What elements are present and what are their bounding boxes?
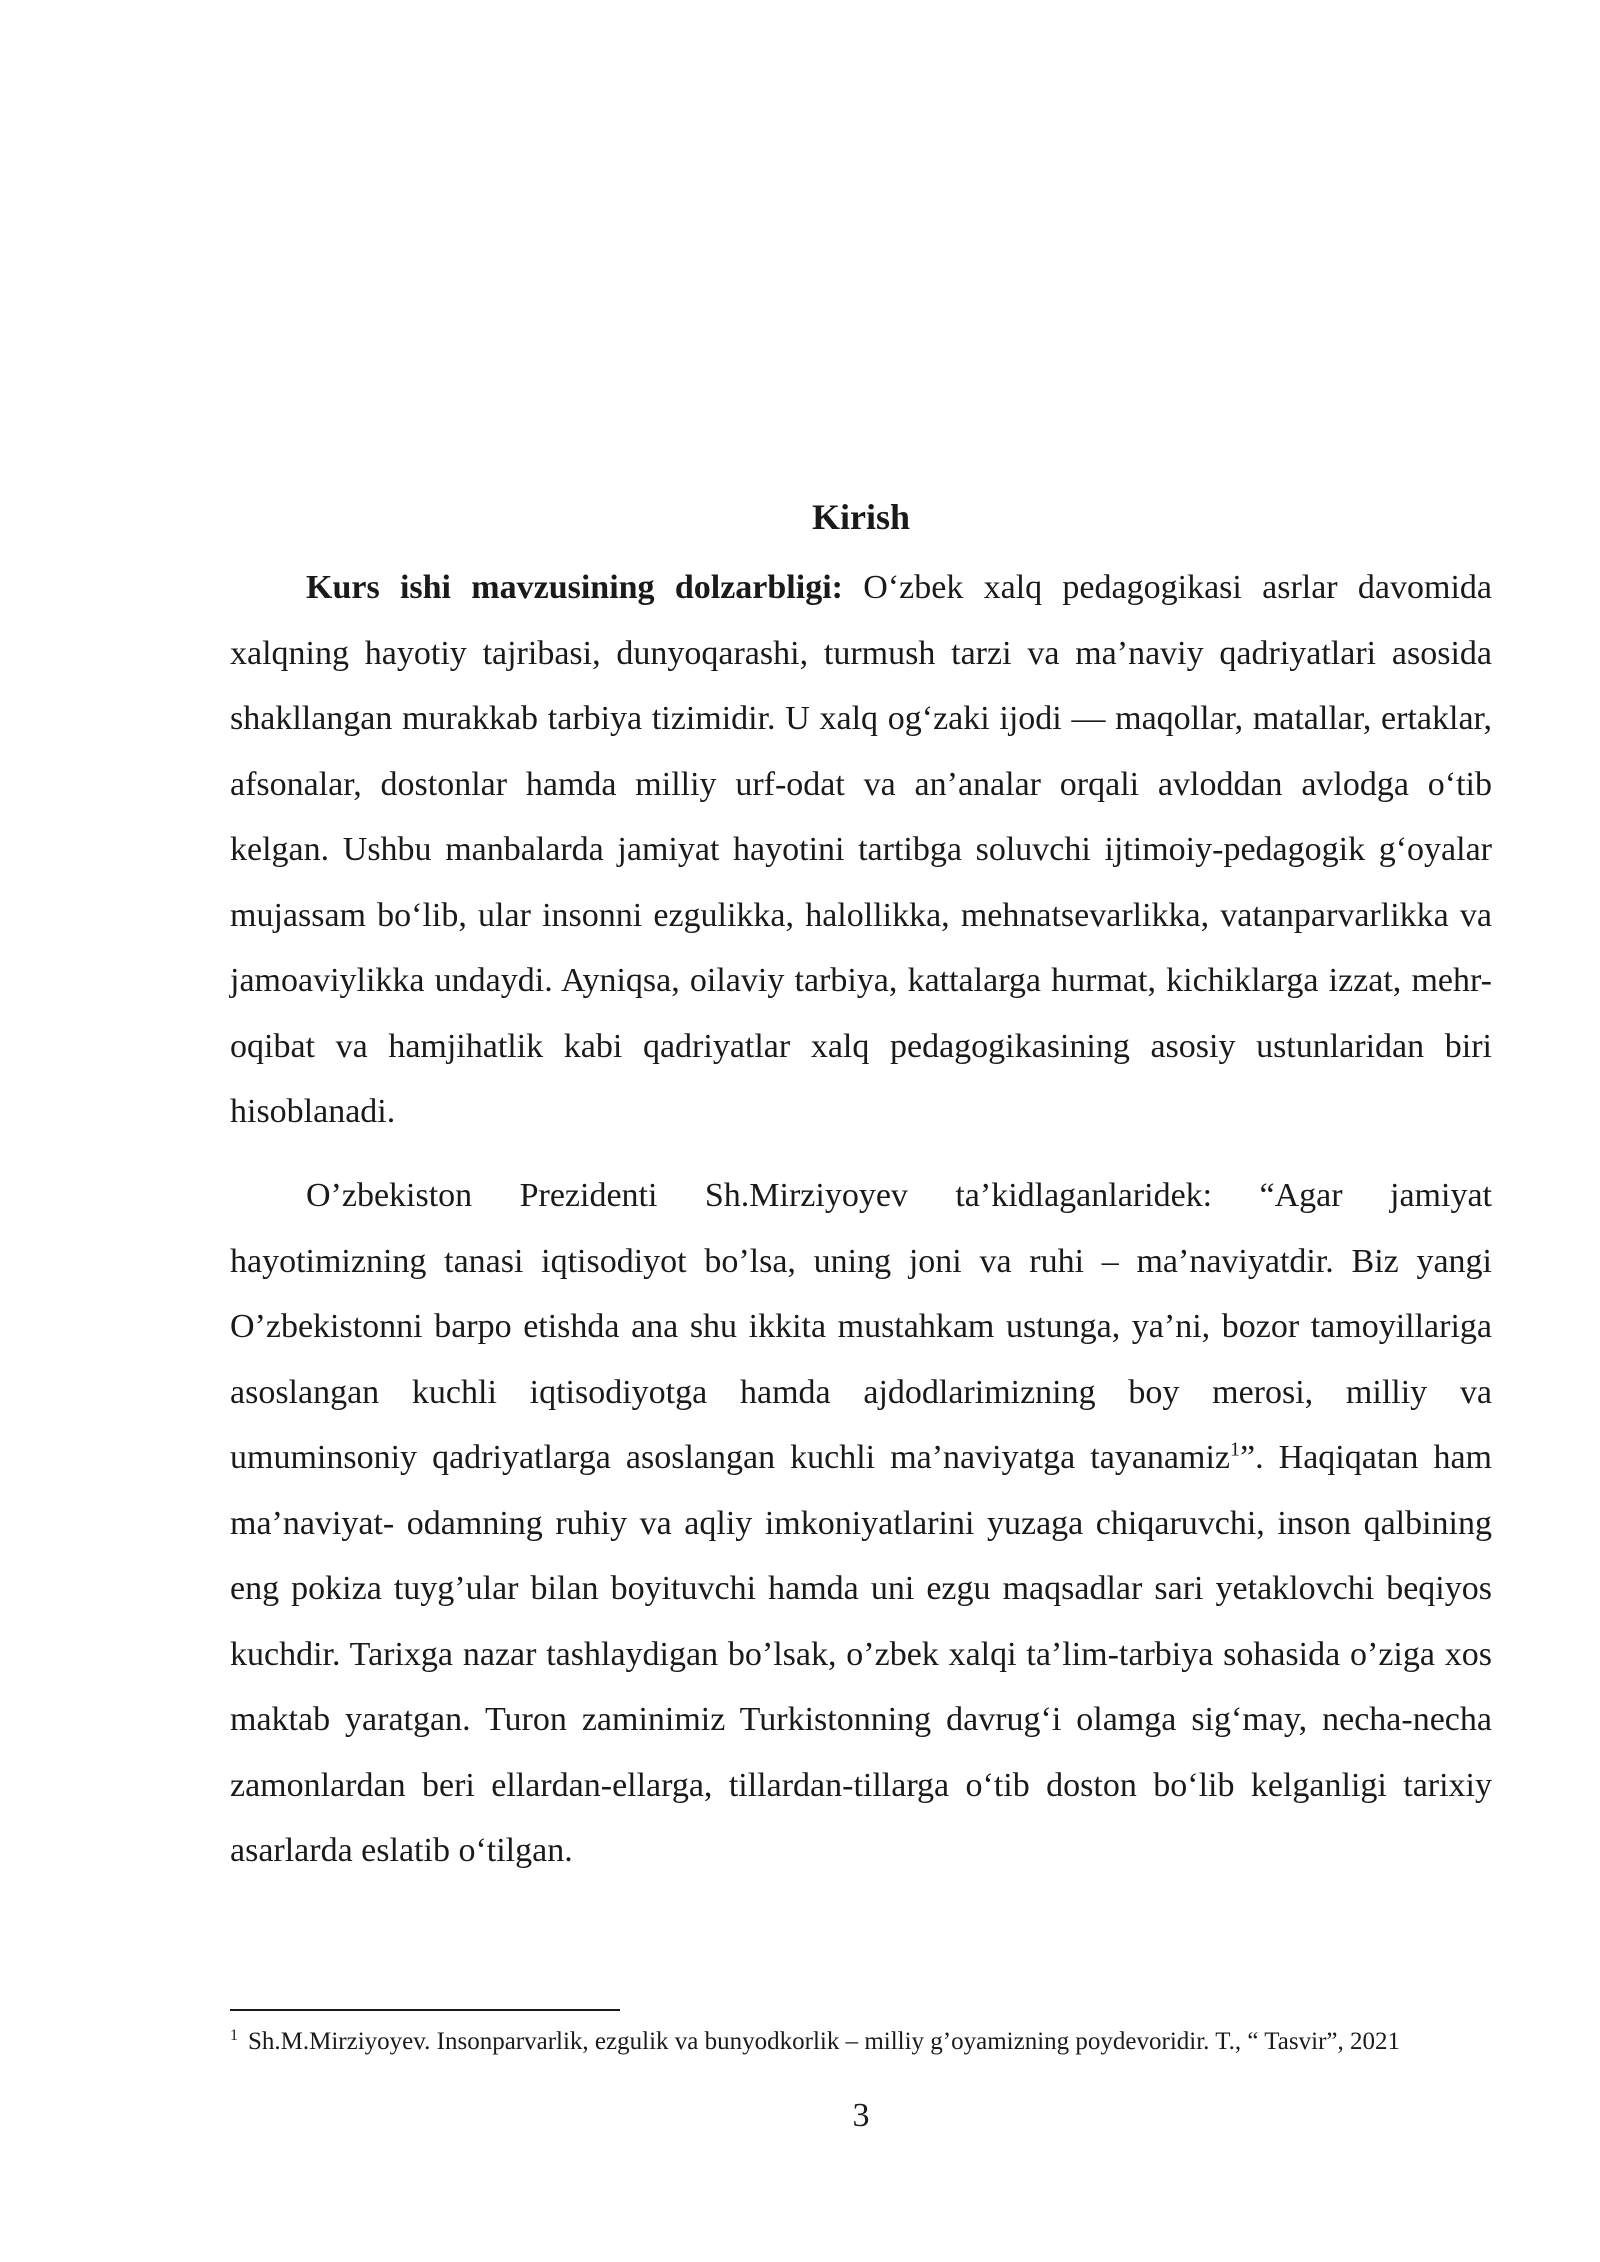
paragraph-lead: Kurs ishi mavzusining dolzarbligi: xyxy=(306,569,843,606)
footnote-reference[interactable]: 1 xyxy=(1230,1438,1240,1461)
section-heading: Kirish xyxy=(811,497,910,537)
paragraph-text: O‘zbek xalq pedagogikasi asrlar davomida xalqning hayotiy tajribasi, dunyoqarashi, turmush tarzi va ma’naviy qadriyatlari asosida shakllangan murakkab tarbiya tizimidir. U xalq og‘zaki ijodi — maqollar, matallar, ertaklar, afsonalar, dostonlar hamda milliy urf-odat va an’analar orqali avloddan avlodga o‘tib kelgan. Ushbu manbalarda jamiyat hayotini tartibga soluvchi ijtimoiy-pedagogik g‘oyalar mujassam bo‘lib, ular insonni ezgulikka, halollikka, mehnatsevarlikka, vatanparvarlikka va jamoaviylikka undaydi. Ayniqsa, oilaviy tarbiya, kattalarga hurmat, kichiklarga izzat, mehr-oqibat va hamjihatlik kabi qadriyatlar xalq pedagogikasining asosiy ustunlaridan biri hisoblanadi. xyxy=(230,569,1492,1130)
paragraph-relevance xyxy=(230,555,1492,1145)
paragraph-continuation: ”. Haqiqatan ham ma’naviyat- odamning ruhiy va aqliy imkoniyatlarini yuzaga chiqaruvchi, inson qalbining eng pokiza tuyg’ular bilan boyituvchi hamda uni ezgu maqsadlar sari yetaklovchi beqiyos kuchdir. Tarixga nazar tashlaydigan bo’lsak, o’zbek xalqi ta’lim-tarbiya sohasida o’ziga xos maktab yaratgan. Turon zaminimiz Turkistonning davrug‘i olamga sig‘may, necha-necha zamonlardan beri ellardan-ellarga, tillardan-tillarga o‘tib doston bo‘lib kelganligi tarixiy asarlarda eslatib o‘tilgan. xyxy=(230,1439,1492,1869)
paragraph-president-quote xyxy=(230,1163,1492,1884)
quote-text: O’zbekiston Prezidenti Sh.Mirziyoyev ta’kidlaganlaridek: “Agar jamiyat hayotimizning tanasi iqtisodiyot bo’lsa, uning joni va ruhi – ma’naviyatdir. Biz yangi O’zbekistonni barpo etishda ana shu ikkita mustahkam ustunga, ya’ni, bozor tamoyillariga asoslangan kuchli iqtisodiyotga hamda ajdodlarimizning boy merosi, milliy va umuminsoniy qadriyatlarga asoslangan kuchli ma’naviyatga tayanamiz xyxy=(230,1177,1492,1476)
footnote-text: Sh.M.Mirziyoyev. Insonparvarlik, ezgulik va bunyodkorlik – milliy g’oyamizning poydevoridir. T., “ Tasvir”, 2021 xyxy=(248,2028,1401,2055)
footnote-separator xyxy=(230,2009,620,2011)
page-number: 3 xyxy=(852,2097,870,2134)
footnote xyxy=(230,2025,1492,2058)
footnote-mark: 1 xyxy=(230,2026,238,2044)
